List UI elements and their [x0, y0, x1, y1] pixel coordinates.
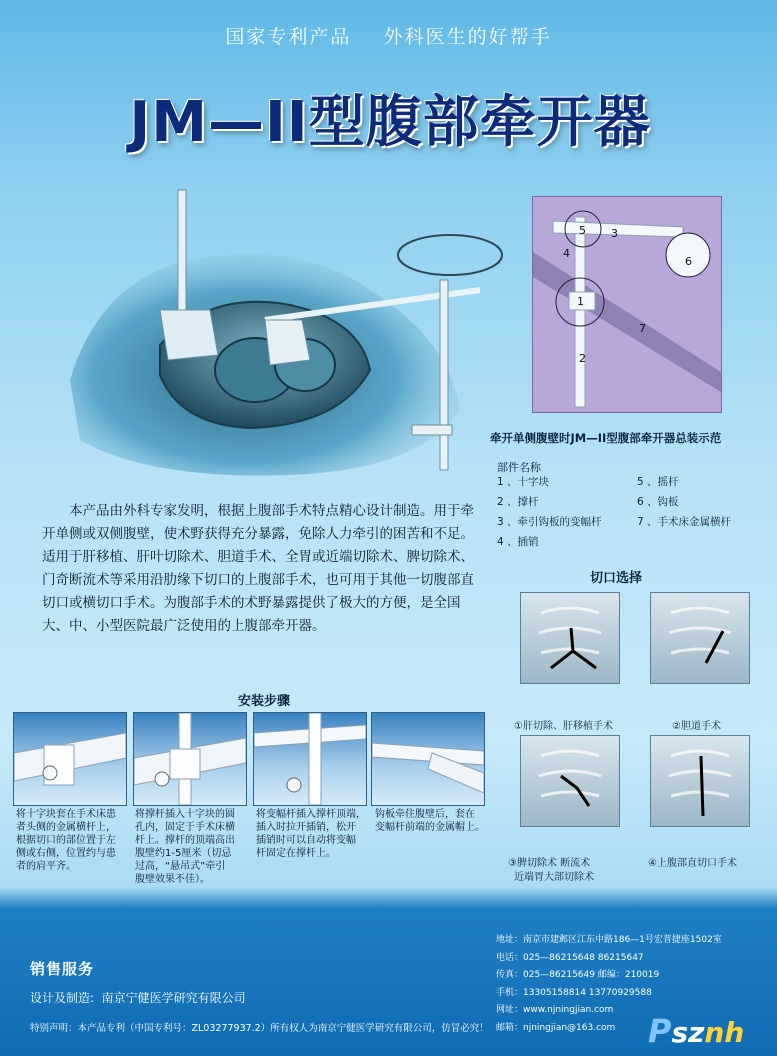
psznh-logo: Psznh [648, 1012, 745, 1050]
step-text-3 [256, 808, 376, 860]
contact-email: 邮箱：njningjian@163.com [496, 1022, 616, 1033]
assembly-label-3: 3 [611, 227, 618, 240]
step-text-1 [16, 808, 128, 873]
part-item: 4 、插销 [497, 536, 539, 548]
incision-caption-3b: 近端胃大部切除术 [514, 872, 594, 883]
step-image-3 [253, 712, 367, 806]
step-line: 根据切口的部位置于左 [16, 835, 116, 846]
step-line: 腹壁约1-5厘米（切忌 [135, 848, 232, 859]
contact-address: 地址：南京市建邺区江东中路186—1号宏普捷座1502室 [496, 935, 722, 945]
incision-image-4 [650, 735, 750, 827]
step-image-1 [13, 712, 127, 806]
assembly-label-4: 4 [563, 247, 570, 260]
part-item: 3 、牵引钩板的变幅杆 [497, 516, 602, 528]
part-item: 5 、摇杆 [637, 476, 679, 488]
install-steps-title: 安装步骤 [238, 694, 291, 709]
step-line: 插销时可以自动将变幅 [256, 835, 356, 846]
hero-surgery-illustration [40, 170, 510, 490]
step-line: 侧或右侧，位置约与患 [16, 848, 116, 859]
step-line: 插入时拉开插销，松开 [256, 822, 356, 833]
assembly-label-6: 6 [685, 255, 692, 268]
step-image-4 [371, 712, 485, 806]
assembly-label-5: 5 [579, 224, 586, 237]
step-image-2 [133, 712, 247, 806]
incision-image-2 [650, 592, 750, 684]
assembly-label-2: 2 [579, 352, 586, 365]
incision-caption-1: ①肝切除、肝移植手术 [514, 721, 613, 732]
patent-notice: 特别声明：本产品专利（中国专利号：ZL03277937.2）所有权人为南京宁健医学研究有限公司，仿冒必究！ [30, 1023, 489, 1034]
step-line: 将撑杆插入十字块的圆 [135, 809, 235, 820]
step-line: 者的肩平齐。 [16, 861, 76, 872]
assembly-label-1: 1 [577, 295, 584, 308]
step-line: 杆固定在撑杆上。 [256, 848, 336, 859]
incision-caption-4: ④上腹部直切口手术 [648, 858, 737, 869]
step-line: 者头侧的金属横杆上， [16, 822, 116, 833]
step-line: 腹壁效果不佳）。 [135, 874, 210, 885]
step-line: 杆上。撑杆的顶端高出 [135, 835, 235, 846]
step-line: 孔内，固定于手术床横 [135, 822, 235, 833]
step-line: 钩板牵住腹壁后，套在 [375, 809, 475, 820]
product-description: 本产品由外科专家发明，根据上腹部手术特点精心设计制造。用于牵开单侧或双侧腹壁，使术野获得充分暴露，免除人力牵引的困苦和不足。适用于肝移植、肝叶切除术、胆道手术、全胃或近端切除术、脾切除术、门奇断流术等采用沿肋缘下切口的上腹部手术，也可用于其他一切腹部直切口或横切口手术。为腹部手术的术野暴露提供了极大的方便，是全国大、中、小型医院最广泛使用的上腹部牵开器。 [42, 503, 474, 634]
product-title: JM—II型腹部牵开器 [129, 90, 651, 155]
step-text-2 [135, 808, 253, 886]
step-text-4 [375, 808, 493, 834]
incision-title: 切口选择 [590, 571, 643, 586]
parts-list [497, 474, 767, 549]
part-item: 7 、手术床金属横杆 [637, 516, 732, 528]
tagline: 国家专利产品 外科医生的好帮手 [225, 26, 552, 48]
sales-service-title: 销售服务 [30, 960, 95, 978]
step-line: 过高，“悬吊式”牵引 [135, 861, 226, 872]
step-line: 变幅杆前端的金属帽上。 [375, 822, 485, 833]
incision-image-3 [520, 735, 620, 827]
contact-phone: 电话：025—86215648 86215647 [496, 952, 644, 963]
parts-heading: 部件名称 [497, 461, 541, 474]
manufacturer: 设计及制造: 南京宁健医学研究有限公司 [30, 991, 246, 1005]
incision-caption-2: ②胆道手术 [672, 721, 721, 732]
step-line: 将十字块套在手术床患 [16, 809, 116, 820]
incision-caption-3: ③脾切除术 断流术 [508, 858, 591, 869]
contact-fax: 传真：025—86215649 邮编：210019 [496, 970, 660, 980]
contact-website: 网址：www.njningjian.com [496, 1005, 614, 1015]
part-item: 6 、钩板 [637, 496, 679, 508]
assembly-diagram [532, 196, 722, 413]
part-item: 1 、十字块 [497, 476, 550, 488]
assembly-drawing [533, 197, 721, 412]
assembly-label-7: 7 [639, 322, 646, 335]
contact-mobile: 手机：13305158814 13770929588 [496, 987, 652, 998]
assembly-caption: 牵开单侧腹壁时JM—II型腹部牵开器总装示范 [490, 431, 722, 445]
part-item: 2 、撑杆 [497, 496, 539, 508]
step-line: 将变幅杆插入撑杆顶端， [256, 809, 366, 820]
incision-image-1 [520, 592, 620, 684]
